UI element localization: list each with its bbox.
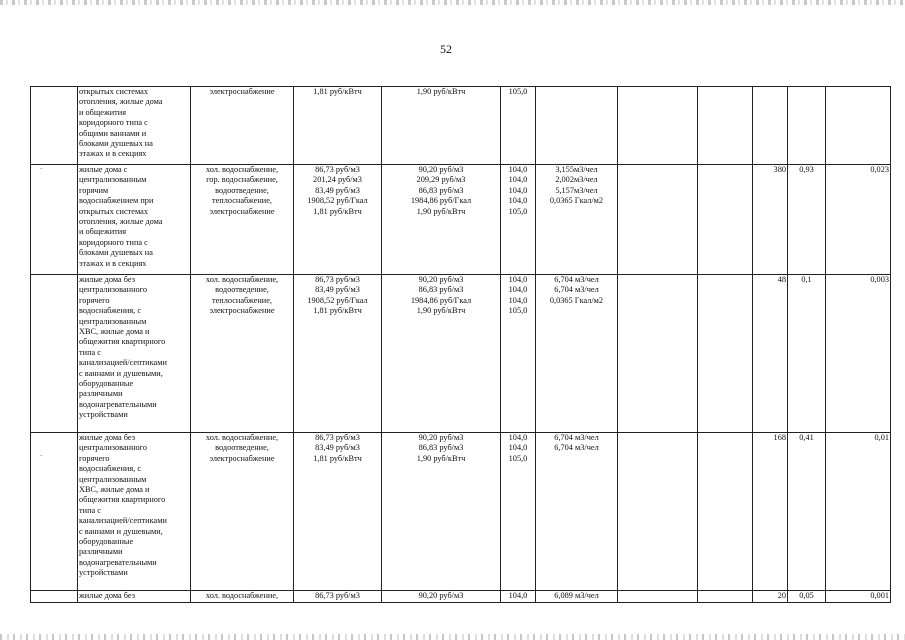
share-value: 0,93 — [799, 165, 814, 174]
count-cell — [753, 275, 788, 433]
housing-type-line: открытых системах — [79, 87, 148, 96]
coefficient-cell — [826, 591, 891, 603]
housing-type-line: блоками душевых на — [79, 248, 153, 258]
coefficient-value: 0,01 — [874, 433, 889, 442]
tariff-new-cell — [382, 87, 501, 165]
tariff-new-line: 86,83 руб/м3 — [418, 185, 464, 195]
count-cell — [753, 87, 788, 165]
housing-type-line: и общежития — [79, 227, 127, 237]
housing-type-line: централизованного — [79, 443, 148, 453]
count-cell — [753, 591, 788, 603]
utility-services-cell — [191, 275, 294, 433]
housing-type-line: и общежития — [79, 107, 127, 117]
housing-type-line: типа с — [79, 505, 101, 515]
housing-type-line: этажах и в секциях — [79, 258, 147, 268]
utility-service-line: электроснабжение — [209, 87, 275, 96]
tariff-current-line: 83,49 руб/м3 — [315, 285, 360, 295]
row-margin-cell — [31, 275, 78, 433]
tariff-new-line: 90,20 руб/м3 — [418, 591, 464, 600]
tariff-current-cell — [294, 591, 382, 603]
index-line: 105,0 — [508, 87, 528, 96]
housing-type-line: жилые дома без — [79, 275, 135, 284]
tariff-current-line: 201,24 руб/м3 — [313, 175, 362, 185]
tariff-table — [30, 86, 891, 603]
share-cell — [788, 87, 826, 165]
coefficient-value: 0,001 — [870, 591, 889, 600]
coefficient-value: 0,023 — [870, 165, 889, 174]
housing-type-line: водоснабжением при — [79, 196, 154, 206]
count-cell — [753, 165, 788, 275]
consumption-norm-line: 6,704 м3/чел — [554, 433, 599, 442]
index-line: 104,0 — [508, 175, 528, 185]
share-value: 0,1 — [801, 275, 812, 284]
housing-type-line: типа с — [79, 347, 101, 357]
housing-type-line: различными — [79, 547, 123, 557]
housing-type-line: устройствами — [79, 568, 128, 578]
table-row — [31, 433, 891, 591]
index-cell — [501, 275, 536, 433]
empty-cell — [618, 87, 698, 165]
consumption-norm-cell — [536, 591, 618, 603]
index-cell — [501, 165, 536, 275]
tariff-new-line: 86,83 руб/м3 — [418, 285, 464, 295]
index-line: 105,0 — [508, 206, 528, 216]
housing-type-cell — [78, 165, 191, 275]
empty-cell — [698, 591, 753, 603]
index-line: 104,0 — [508, 285, 528, 295]
housing-type-line: жилые дома без — [79, 433, 135, 442]
coefficient-cell — [826, 275, 891, 433]
table-row — [31, 591, 891, 603]
count-value: 168 — [773, 433, 786, 442]
tariff-current-line: 1,81 руб/кВтч — [313, 87, 362, 96]
share-cell — [788, 591, 826, 603]
utility-service-line: теплоснабжение, — [211, 196, 272, 206]
tariff-new-line: 86,83 руб/м3 — [418, 443, 464, 453]
index-line: 105,0 — [508, 453, 528, 463]
table-row — [31, 87, 891, 165]
index-line: 104,0 — [508, 196, 528, 206]
housing-type-line: коридорного типа с — [79, 118, 148, 128]
index-cell — [501, 87, 536, 165]
share-value: 0,05 — [799, 591, 814, 600]
scan-speck: · — [40, 452, 43, 460]
count-value: 20 — [777, 591, 786, 600]
tariff-current-cell — [294, 87, 382, 165]
housing-type-line: водоснабжения, с — [79, 464, 141, 474]
index-line: 104,0 — [508, 165, 528, 174]
housing-type-line: общежития квартирного — [79, 495, 166, 505]
index-cell — [501, 433, 536, 591]
tariff-new-cell — [382, 165, 501, 275]
row-margin-cell — [31, 165, 78, 275]
housing-type-cell — [78, 591, 191, 603]
consumption-norm-cell — [536, 275, 618, 433]
tariff-current-line: 1908,52 руб/Гкал — [307, 196, 368, 206]
count-cell — [753, 433, 788, 591]
count-value: 380 — [773, 165, 786, 174]
table-row — [31, 165, 891, 275]
tariff-new-line: 1,90 руб/кВтч — [416, 206, 466, 216]
tariff-current-line: 1,81 руб/кВтч — [313, 306, 362, 316]
utility-service-line: гор. водоснабжение, — [206, 175, 278, 185]
housing-type-line: централизованным — [79, 474, 147, 484]
index-line: 104,0 — [508, 591, 528, 600]
utility-service-line: электроснабжение — [209, 453, 275, 463]
housing-type-line: водоснабжения, с — [79, 306, 141, 316]
utility-services-cell — [191, 165, 294, 275]
housing-type-line: блоками душевых на — [79, 139, 153, 149]
housing-type-line: централизованным — [79, 316, 147, 326]
index-line: 104,0 — [508, 295, 528, 305]
tariff-current-line: 86,73 руб/м3 — [315, 591, 360, 600]
consumption-norm-line: 6,704 м3/чел — [554, 285, 599, 295]
housing-type-line: централизованным — [79, 175, 147, 185]
housing-type-line: устройствами — [79, 410, 128, 420]
row-margin-cell — [31, 591, 78, 603]
index-line: 104,0 — [508, 433, 528, 442]
scan-edge-top — [0, 0, 905, 5]
housing-type-line: открытых системах — [79, 206, 148, 216]
consumption-norm-line: 0,0365 Гкал/м2 — [549, 295, 604, 305]
tariff-current-line: 1908,52 руб/Гкал — [307, 295, 368, 305]
tariff-new-line: 1,90 руб/кВтч — [416, 306, 466, 316]
housing-type-line: общежития квартирного — [79, 337, 166, 347]
tariff-new-cell — [382, 275, 501, 433]
utility-service-line: хол. водоснабжение, — [205, 275, 279, 284]
housing-type-line: жилые дома без — [79, 591, 135, 600]
tariff-new-line: 1984,86 руб/Гкал — [410, 295, 472, 305]
utility-service-line: водоотведение, — [215, 185, 269, 195]
table-row — [31, 275, 891, 433]
housing-type-line: отопления, жилые дома — [79, 97, 163, 107]
housing-type-line: ХВС, жилые дома и — [79, 485, 150, 495]
consumption-norm-line: 0,0365 Гкал/м2 — [549, 196, 604, 206]
coefficient-cell — [826, 87, 891, 165]
share-cell — [788, 275, 826, 433]
index-line: 104,0 — [508, 185, 528, 195]
consumption-norm-cell — [536, 87, 618, 165]
tariff-new-line: 1,90 руб/кВтч — [416, 453, 466, 463]
tariff-current-cell — [294, 433, 382, 591]
utility-service-line: хол. водоснабжение, — [205, 591, 279, 600]
housing-type-line: оборудованные — [79, 379, 134, 389]
tariff-current-line: 1,81 руб/кВтч — [313, 453, 362, 463]
consumption-norm-line: 6,704 м3/чел — [554, 443, 599, 453]
tariff-current-cell — [294, 275, 382, 433]
empty-cell — [618, 165, 698, 275]
consumption-norm-line: 2,002м3/чел — [555, 175, 598, 185]
utility-service-line: водоотведение, — [215, 285, 269, 295]
tariff-new-line: 90,20 руб/м3 — [418, 165, 464, 174]
scan-speck: · — [40, 165, 43, 173]
empty-cell — [618, 433, 698, 591]
coefficient-value: 0,003 — [870, 275, 889, 284]
housing-type-line: коридорного типа с — [79, 237, 148, 247]
scan-edge-bottom — [0, 634, 905, 640]
housing-type-line: с ваннами и душевыми, — [79, 526, 163, 536]
consumption-norm-line: 3,155м3/чел — [555, 165, 598, 174]
coefficient-cell — [826, 433, 891, 591]
empty-cell — [618, 591, 698, 603]
share-value: 0,41 — [799, 433, 814, 442]
tariff-current-line: 86,73 руб/м3 — [315, 433, 360, 442]
utility-services-cell — [191, 591, 294, 603]
tariff-current-line: 86,73 руб/м3 — [315, 275, 360, 284]
coefficient-cell — [826, 165, 891, 275]
tariff-new-line: 209,29 руб/м3 — [416, 175, 466, 185]
index-line: 104,0 — [508, 443, 528, 453]
housing-type-line: горячим — [79, 185, 109, 195]
housing-type-cell — [78, 433, 191, 591]
row-margin-cell — [31, 87, 78, 165]
housing-type-line: этажах и в секциях — [79, 149, 147, 159]
tariff-new-line: 90,20 руб/м3 — [418, 275, 464, 284]
housing-type-line: с ваннами и душевыми, — [79, 368, 163, 378]
empty-cell — [698, 275, 753, 433]
housing-type-line: горячего — [79, 453, 110, 463]
consumption-norm-line: 5,157м3/чел — [555, 185, 598, 195]
tariff-current-line: 83,49 руб/м3 — [315, 185, 360, 195]
utility-service-line: теплоснабжение, — [211, 295, 272, 305]
housing-type-line: водонагревательными — [79, 557, 157, 567]
housing-type-line: отопления, жилые дома — [79, 217, 163, 227]
tariff-new-cell — [382, 591, 501, 603]
utility-service-line: хол. водоснабжение, — [205, 165, 279, 174]
utility-services-cell — [191, 87, 294, 165]
consumption-norm-cell — [536, 433, 618, 591]
tariff-new-line: 1984,86 руб/Гкал — [410, 196, 472, 206]
consumption-norm-line: 6,089 м3/чел — [554, 591, 599, 600]
tariff-current-cell — [294, 165, 382, 275]
utility-service-line: хол. водоснабжение, — [205, 433, 279, 442]
index-line: 104,0 — [508, 275, 528, 284]
housing-type-cell — [78, 275, 191, 433]
empty-cell — [698, 87, 753, 165]
share-cell — [788, 433, 826, 591]
index-line: 105,0 — [508, 306, 528, 316]
tariff-current-line: 1,81 руб/кВтч — [313, 206, 362, 216]
index-cell — [501, 591, 536, 603]
housing-type-cell — [78, 87, 191, 165]
housing-type-line: централизованного — [79, 285, 148, 295]
housing-type-line: канализацией/септиками — [79, 516, 167, 526]
housing-type-line: жилые дома с — [79, 165, 128, 174]
consumption-norm-cell — [536, 165, 618, 275]
count-value: 48 — [777, 275, 786, 284]
tariff-new-line: 90,20 руб/м3 — [418, 433, 464, 442]
utility-service-line: электроснабжение — [209, 206, 275, 216]
empty-cell — [618, 275, 698, 433]
tariff-current-line: 86,73 руб/м3 — [315, 165, 360, 174]
empty-cell — [698, 165, 753, 275]
housing-type-line: различными — [79, 389, 123, 399]
housing-type-line: канализацией/септиками — [79, 358, 167, 368]
utility-services-cell — [191, 433, 294, 591]
housing-type-line: ХВС, жилые дома и — [79, 327, 150, 337]
consumption-norm-line: 6,704 м3/чел — [554, 275, 599, 284]
empty-cell — [698, 433, 753, 591]
housing-type-line: водонагревательными — [79, 399, 157, 409]
page-number: 52 — [440, 42, 452, 56]
housing-type-line: общими ваннами и — [79, 128, 147, 138]
tariff-new-cell — [382, 433, 501, 591]
share-cell — [788, 165, 826, 275]
tariff-current-line: 83,49 руб/м3 — [315, 443, 360, 453]
utility-service-line: водоотведение, — [215, 443, 269, 453]
housing-type-line: оборудованные — [79, 537, 134, 547]
utility-service-line: электроснабжение — [209, 306, 275, 316]
tariff-new-line: 1,90 руб/кВтч — [416, 87, 466, 96]
row-margin-cell — [31, 433, 78, 591]
housing-type-line: горячего — [79, 295, 110, 305]
